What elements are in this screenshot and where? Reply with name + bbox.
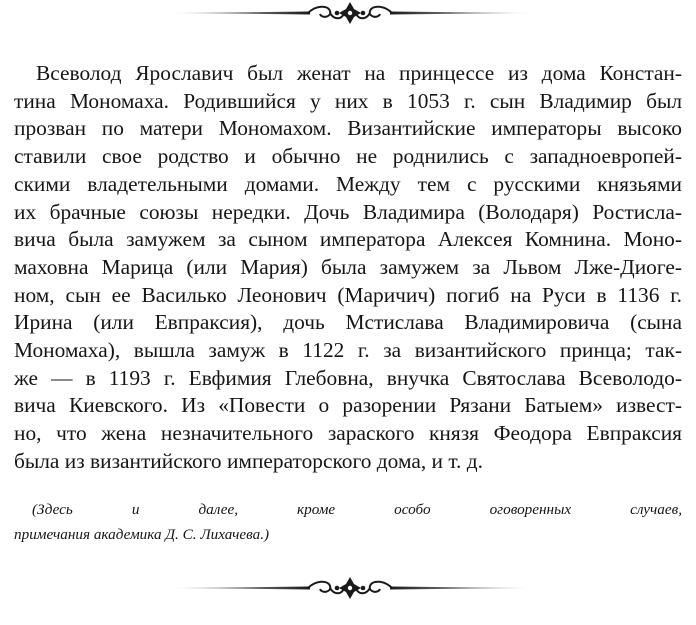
- paragraph-line: их брачные союзы нередки. Дочь Владимира (Володаря) Ростисла-: [14, 199, 682, 224]
- paragraph-line: вича Киевского. Из «Повести о разорении Рязани Батыем» извест-: [14, 393, 682, 418]
- editor-note: [14, 497, 682, 547]
- bottom-ornament: [170, 575, 530, 601]
- paragraph-line: ставили свое родство и обычно не роднились с западноевропей-: [14, 144, 682, 169]
- paragraph-line: но, что жена незначительного зараского князя Феодора Евпраксия: [14, 421, 682, 446]
- paragraph-line: вича была замужем за сыном императора Алексея Комнина. Моно-: [14, 227, 682, 252]
- paragraph-line: Ирина (или Евпраксия), дочь Мстислава Владимировича (сына: [14, 310, 682, 335]
- paragraph-line: тина Мономаха. Родившийся у них в 1053 г. сын Владимир был: [14, 88, 682, 113]
- paragraph-line: Всеволод Ярославич был женат на принцессе из дома Констан-: [36, 61, 682, 85]
- paragraph-line: скими владетельными домами. Между тем с русскими князьями: [14, 171, 682, 196]
- main-paragraph: [14, 60, 682, 476]
- top-ornament: [170, 0, 530, 26]
- flourish-ornament-icon: [170, 0, 530, 26]
- paragraph-line: ном, сын ее Василько Леонович (Маричич) погиб на Руси в 1136 г.: [14, 282, 682, 307]
- note-line: (Здесь и далее, кроме особо оговоренных случаев,: [32, 501, 682, 518]
- flourish-ornament-icon: [170, 575, 530, 601]
- note-line: примечания академика Д. С. Лихачева.): [14, 526, 270, 543]
- paragraph-line: Мономаха), вышла замуж в 1122 г. за византийского принца; так-: [14, 338, 682, 363]
- paragraph-line: была из византийского императорского дома, и т. д.: [14, 448, 483, 473]
- paragraph-line: маховна Марица (или Мария) была замужем за Львом Лже-Диоге-: [14, 254, 682, 279]
- paragraph-line: же — в 1193 г. Евфимия Глебовна, внучка Святослава Всеволодо-: [14, 365, 682, 390]
- paragraph-line: прозван по матери Мономахом. Византийские императоры высоко: [14, 116, 682, 141]
